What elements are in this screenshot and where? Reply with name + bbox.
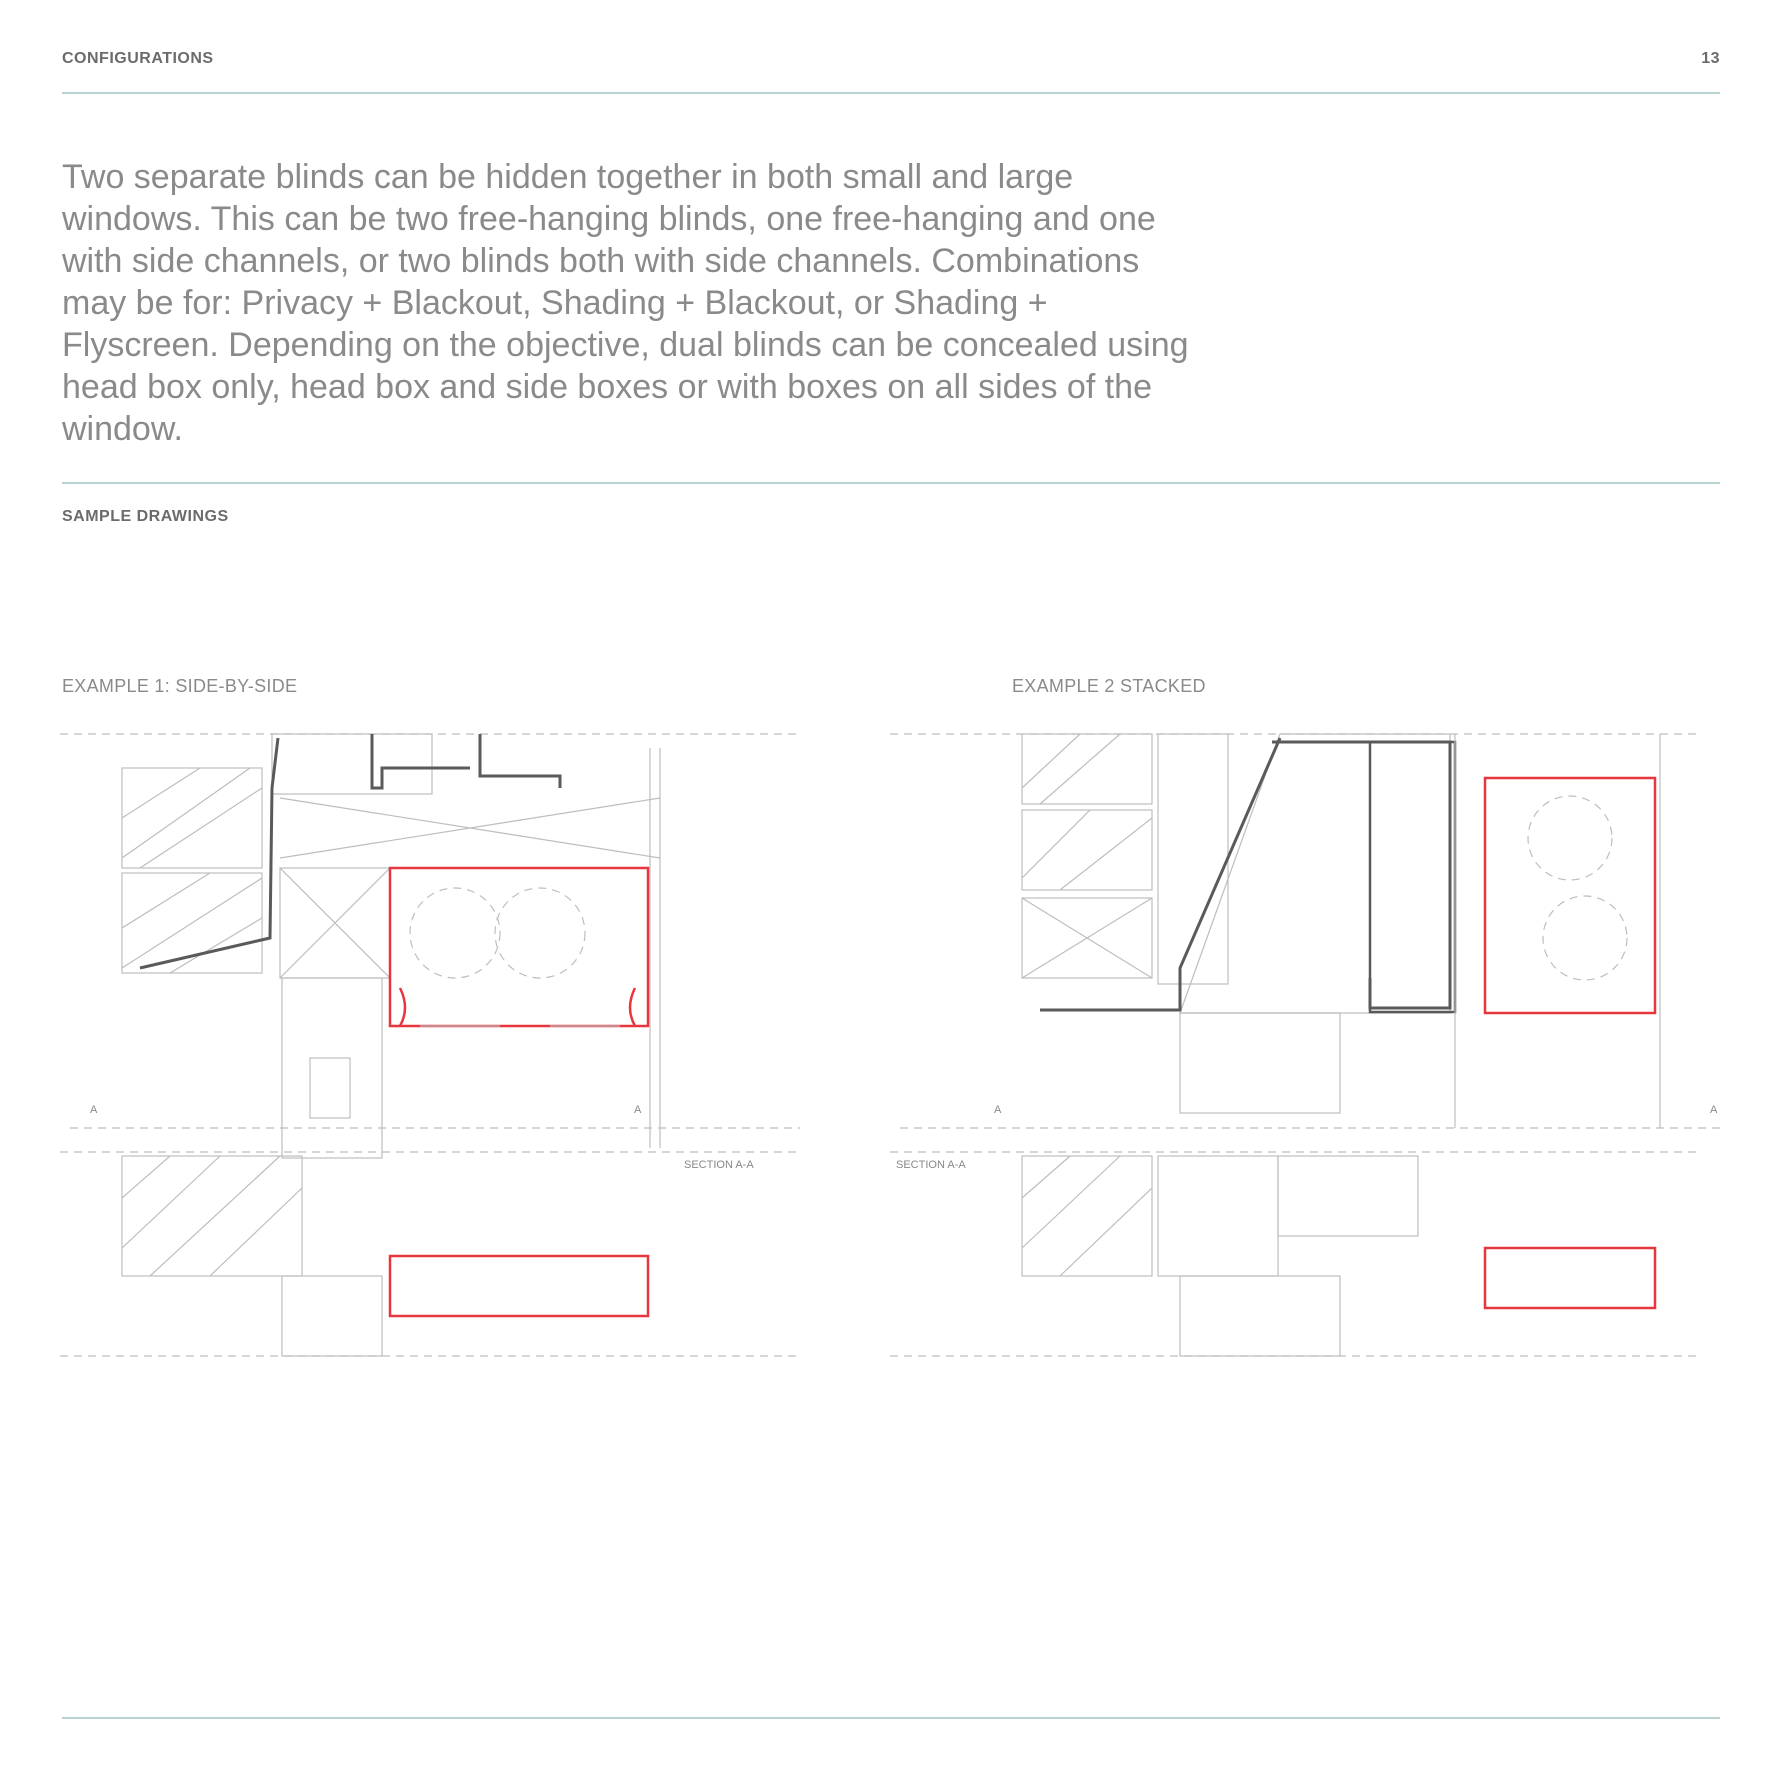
window-frame	[282, 978, 382, 1158]
page-number: 13	[1701, 50, 1720, 67]
example-2-label: EXAMPLE 2 STACKED	[1012, 676, 1206, 696]
section-title: CONFIGURATIONS	[62, 50, 214, 67]
frame-profile-2	[480, 734, 560, 788]
header-divider	[62, 92, 1720, 94]
section-wall	[1022, 1156, 1152, 1276]
section-marker-left: A	[994, 1104, 1002, 1116]
blind-roller-2	[495, 888, 585, 978]
flashing-profile	[140, 738, 278, 968]
blind-head-box	[1485, 778, 1655, 1013]
side-channel-profiles	[400, 988, 635, 1026]
flashing-profile	[1040, 738, 1280, 1010]
example-1-label: EXAMPLE 1: SIDE-BY-SIDE	[62, 676, 298, 696]
masonry-wall	[122, 768, 262, 973]
section-marker-left: A	[90, 1104, 98, 1116]
section-marker-right: A	[634, 1104, 642, 1116]
blind-roller-1	[1528, 796, 1612, 880]
blind-roller-2	[1543, 896, 1627, 980]
intro-paragraph: Two separate blinds can be hidden together in both small and large windows. This can be two free-hanging blinds, one free-hanging and one with side channels, or two blinds both with side channels. Combinations may be for: Privacy + Blackout, Shading + Blackout, or Shading + Flyscreen. Depending on the objective, dual blinds can be concealed using head box only, head box and side boxes or with boxes on all sides of the window.	[62, 158, 1189, 448]
blind-roller-1	[410, 888, 500, 978]
section-blind-box	[1485, 1248, 1655, 1308]
frame-profile	[1272, 742, 1450, 1008]
footer-rule	[62, 1717, 1720, 1719]
masonry-wall	[1022, 734, 1152, 978]
section-label: SECTION A-A	[896, 1159, 966, 1171]
example-2-drawing	[890, 728, 1730, 1428]
section-label: SECTION A-A	[684, 1159, 754, 1171]
example-1-drawing	[60, 728, 830, 1428]
sample-drawings-heading: SAMPLE DRAWINGS	[62, 508, 229, 525]
blind-head-box	[390, 868, 648, 1026]
frame-profile-2	[1370, 742, 1455, 1012]
window-frame	[1180, 1013, 1340, 1113]
frame-profile	[372, 734, 470, 788]
section-divider	[62, 482, 1720, 484]
insulation-batt	[1158, 734, 1228, 984]
insulation	[272, 734, 432, 794]
section-blind-box	[390, 1256, 648, 1316]
section-marker-right: A	[1710, 1104, 1718, 1116]
